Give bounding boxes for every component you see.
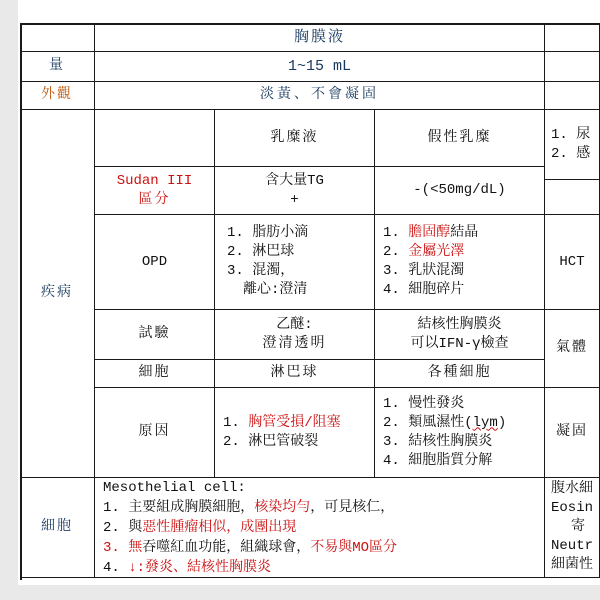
mesothelial-line2-pre: 2. 與 [103, 519, 143, 536]
mesothelial-line1-red: 核染均勻 [254, 499, 311, 516]
volume-label-cell [20, 52, 95, 82]
opd-pseudo-line1-rest: 結晶 [450, 225, 479, 241]
cause-pseudo-line2-underlined: lym [472, 414, 498, 431]
rightcol-header-empty-3 [545, 82, 600, 110]
rightcol-top-cell [545, 110, 600, 180]
opd-label-cell [95, 215, 215, 310]
cause-chylous-line1 [223, 414, 341, 433]
opd-pseudo-line3: 3. 乳狀混濁 [383, 263, 465, 279]
cause-chylous-line1-red-text: 胸管受損/阻塞 [248, 414, 341, 431]
disease-section-label: 疾病 [41, 285, 73, 301]
opd-chylous-line3: 3. 混濁， [227, 263, 295, 279]
disease-subheader-empty-cell [95, 110, 215, 167]
mesothelial-line3-red1: 3. 無 [103, 539, 143, 556]
appearance-label-cell [20, 82, 95, 110]
sudan-label-cell [95, 167, 215, 215]
cells-row-chylous-cell [215, 360, 375, 388]
cause-pseudo-line1: 1. 慢性發炎 [383, 395, 465, 412]
chylous-header-cell [215, 110, 375, 167]
cause-chylous-line1-number: 1. [223, 414, 249, 431]
rightcol-bottom-line5: 細菌性 [551, 557, 593, 573]
test-chylous-cell [215, 310, 375, 360]
rightcol-coagulation-cell [545, 388, 600, 478]
rightcol-coagulation: 凝固 [556, 424, 588, 440]
test-pseudo-line1: 結核性胸膜炎 [417, 316, 502, 333]
cause-pseudo-line2-pre: 2. 類風濕性( [383, 414, 473, 431]
sudan-chylous-line2: + [290, 191, 299, 208]
pseudochylous-header-cell [375, 110, 545, 167]
mesothelial-section-label-cell [20, 478, 95, 578]
appearance-label: 外觀 [41, 87, 73, 103]
sudan-chylous-cell [215, 167, 375, 215]
rightcol-bottom-line2: Eosin [551, 500, 594, 516]
appearance-value: 淡黃、不會凝固 [260, 87, 379, 103]
test-label-cell [95, 310, 215, 360]
table-title: 胸膜液 [293, 28, 345, 46]
test-label: 試驗 [138, 326, 171, 342]
test-chylous-line2: 澄清透明 [262, 335, 327, 352]
sudan-label-line2: 區分 [138, 191, 171, 208]
pseudochylous-header: 假性乳糜 [427, 129, 492, 146]
cause-label: 原因 [138, 424, 171, 440]
rightcol-hct-cell [545, 215, 600, 310]
cause-pseudo-line4: 4. 細胞脂質分解 [383, 452, 493, 469]
rightcol-empty-cell [545, 180, 600, 215]
cells-row-pseudo-cell [375, 360, 545, 388]
rightcol-gas: 氣體 [556, 340, 588, 356]
mesothelial-line3-mid: 吞噬紅血功能，組織球會， [142, 539, 311, 556]
cause-label-cell [95, 388, 215, 478]
cells-row-label: 細胞 [138, 365, 171, 381]
cells-row-pseudo: 各種細胞 [427, 365, 492, 381]
corner-empty-cell [20, 23, 95, 52]
opd-pseudo-line4: 4. 細胞碎片 [383, 282, 465, 298]
mesothelial-notes-cell [95, 478, 545, 578]
rightcol-bottom-line1: 腹水細 [551, 481, 593, 497]
test-pseudo-cell [375, 310, 545, 360]
rightcol-gas-cell [545, 310, 600, 388]
rightcol-header-empty-2 [545, 52, 600, 82]
opd-label: OPD [141, 253, 168, 270]
mesothelial-line3-red2: 不易與MO區分 [310, 539, 398, 556]
rightcol-bottom-cell [545, 478, 600, 578]
mesothelial-line1 [103, 498, 394, 518]
rightcol-top-line1: 1. 尿 [551, 126, 591, 143]
opd-pseudo-line2 [383, 243, 464, 262]
rightcol-header-empty-1 [545, 23, 600, 52]
sudan-pseudo-cell [375, 167, 545, 215]
mesothelial-line4-number: 4. [103, 559, 129, 576]
opd-pseudo-line1-number: 1. [383, 225, 409, 241]
volume-value-cell [95, 52, 545, 82]
chylous-header: 乳糜液 [270, 129, 319, 146]
opd-chylous-line1: 1. 脂肪小滴 [227, 225, 309, 241]
opd-pseudo-line2-number: 2. [383, 244, 409, 260]
mesothelial-line1-post: ，可見核仁， [310, 499, 395, 516]
cause-pseudo-line2 [383, 414, 506, 433]
cause-chylous-line2: 2. 淋巴管破裂 [223, 433, 319, 450]
volume-label: 量 [49, 58, 65, 74]
mesothelial-line1-pre: 1. 主要組成胸膜細胞， [103, 499, 255, 516]
mesothelial-section-label: 細胞 [41, 519, 73, 535]
opd-chylous-cell [215, 215, 375, 310]
rightcol-bottom-line4: Neutr [551, 538, 594, 554]
mesothelial-line2 [103, 518, 296, 538]
table-title-cell [95, 23, 545, 52]
mesothelial-line4 [103, 558, 271, 578]
sudan-pseudo-value: -(<50mg/dL) [413, 182, 506, 198]
opd-chylous-line4: 離心:澄清 [243, 282, 308, 298]
rightcol-top-line2: 2. 感 [551, 145, 591, 162]
disease-section-label-cell [20, 110, 95, 478]
cause-pseudo-line2-post: ) [497, 414, 507, 431]
opd-pseudo-line1-red-text: 膽固醇 [408, 225, 451, 241]
rightcol-bottom-line3: 寄 [571, 519, 585, 535]
cause-pseudo-cell [375, 388, 545, 478]
mesothelial-line4-red: ↓:發炎、結核性胸膜炎 [128, 559, 272, 576]
mesothelial-title: Mesothelial cell: [103, 479, 246, 496]
test-pseudo-line2: 可以IFN-γ檢查 [410, 335, 509, 352]
opd-chylous-line2: 2. 淋巴球 [227, 244, 295, 260]
opd-pseudo-line1 [383, 224, 478, 243]
cause-chylous-cell [215, 388, 375, 478]
sudan-chylous-line1: 含大量TG [265, 172, 324, 189]
cells-row-chylous: 淋巴球 [270, 365, 319, 381]
opd-pseudo-line2-red-text: 金屬光澤 [408, 244, 465, 260]
rightcol-hct: HCT [559, 253, 585, 270]
cells-row-label-cell [95, 360, 215, 388]
volume-value: 1~15 mL [287, 58, 351, 75]
test-chylous-line1: 乙醚: [276, 316, 313, 333]
opd-pseudo-cell [375, 215, 545, 310]
mesothelial-line2-red: 惡性腫瘤相似，成團出現 [142, 519, 297, 536]
mesothelial-line3 [103, 538, 397, 558]
cause-pseudo-line3: 3. 結核性胸膜炎 [383, 433, 493, 450]
appearance-value-cell [95, 82, 545, 110]
sudan-label-line1: Sudan III [116, 172, 193, 189]
